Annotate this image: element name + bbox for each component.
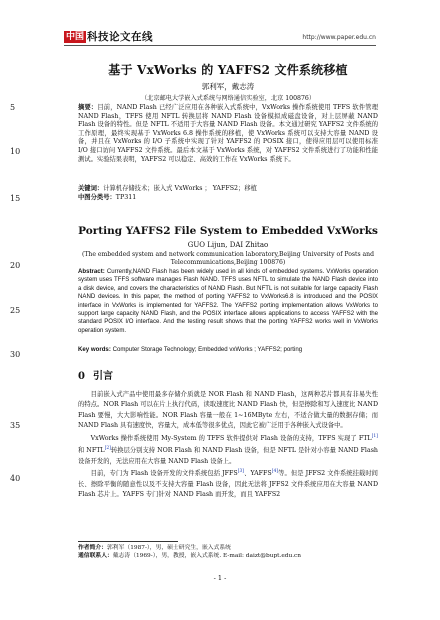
- footnote-label: 通信联系人：: [78, 553, 113, 559]
- citation-ref[interactable]: [4]: [271, 469, 279, 475]
- page-header: [0, 0, 440, 46]
- line-number: 20: [10, 261, 21, 270]
- intro-text: VxWorks 操作系统使用 My-System 的 TFFS 软件提供对 Flash 设备的支持，TFFS 实现了 FTL: [90, 434, 372, 442]
- keywords-cn-text: 计算机存储技术；嵌入式 VxWorks ； YAFFS2；移植: [103, 185, 257, 192]
- footnote-rule: [78, 541, 178, 542]
- header-rule: [64, 45, 376, 46]
- keywords-en-label: Key words:: [78, 346, 111, 353]
- paper-title-en: Porting YAFFS2 File System to Embedded VxWorks: [78, 225, 378, 237]
- footnote-text: 郭利军（1987-），男，硕士研究生，嵌入式系统: [107, 545, 231, 551]
- keywords-cn-label: 关键词：: [78, 185, 104, 192]
- affiliation-cn: （北京邮电大学嵌入式系统与网络通信实验室，北京 100876）: [140, 95, 316, 102]
- intro-text: 转换层分别支持 NOR Flash 和 NAND Flash 设备，但是 NFTL 是针对小容量 NAND Flash 设备开发的，无法应用在大容量 NAND Flash 设备上。: [78, 447, 378, 465]
- authors-en: GUO Lijun, DAI Zhitao: [187, 241, 269, 249]
- clc-text: TP311: [115, 194, 137, 201]
- authors-cn: 郭利军，戴志涛: [201, 82, 255, 91]
- footnote-contact: [78, 552, 378, 560]
- logo-red-part: 中国: [66, 32, 85, 42]
- intro-text: 等。但是 JFFS2 文件系统挂载时间长、擦除平衡的随意性以及不支持大容量 Flash 设备，因此无法将 JFFS2 文件系统应用在大容量 NAND Flash 芯片上。YAFFS 专门针对 NAND Flash 而开发，而且 YAFFS2: [78, 470, 378, 498]
- abstract-en-text: Currently,NAND Flash has been widely used in all kinds of embedded systems. VxWorks operation system uses TFFS software manages Flash NAND. TFFS uses NFTL to simulate the NAND Flash device into a disk device, and covers the characteristics of NAND Flash. But NFTL is not suitable for large capacity Flash NAND devices. In this paper, the method of porting YAFFS2 to VxWorks6.8 is introduced and the POSIX interface in VxWorks is implemented for YAFFS2. The YAFFS2 porting implementation allows VxWorks to support large capacity NAND Flash, and the POSIX interface allows applications to access YAFFS2 with the standard POSIX I/O interface. And the testing result shows that the porting YAFFS2 works well in VxWorks operation system.: [78, 268, 379, 334]
- line-number: 10: [10, 147, 21, 156]
- intro-paragraph: [78, 432, 378, 467]
- line-number: 5: [10, 103, 16, 112]
- affiliation-en: (The embedded system and network communication laboratory,Beijing University of Posts and Telecommunications,Beijing 100876): [81, 251, 375, 266]
- line-number: 25: [10, 306, 21, 315]
- footnote-label: 作者简介：: [78, 545, 107, 551]
- section-number: 0: [78, 371, 85, 382]
- citation-ref[interactable]: [3]: [237, 469, 245, 475]
- intro-text: 目前，专门为 Flash 设备开发的文件系统包括 JFFS: [90, 470, 238, 478]
- intro-text: 、YAFFS: [244, 470, 272, 478]
- abstract-en: [78, 268, 378, 335]
- abstract-en-label: Abstract:: [78, 268, 105, 275]
- intro-text: 和 NFTL: [78, 447, 105, 455]
- keywords-cn: [78, 185, 378, 194]
- clc-label: 中图分类号：: [78, 194, 116, 201]
- footnote-text: 戴志涛（1969-），男，教授，嵌入式系统. E-mail: daizt@bupt.edu.cn: [112, 553, 302, 559]
- keywords-en-text: Computer Storage Technology; Embedded vxWorks ; YAFFS2; porting: [112, 346, 303, 353]
- logo-black-part: 科技论文在线: [87, 31, 154, 43]
- abstract-cn-text: 目前，NAND Flash 已经广泛应用在各种嵌入式系统中，VxWorks 操作系统使用 TFFS 软件管理 NAND Flash，TFFS 使用 NFTL 转换层将 NAND Flash 设备模拟成磁盘设备，对上层屏蔽 NAND Flash 设备的特性。但是 NFTL 不适用于大容量 NAND Flash 设备。本文通过研究 YAFFS2 文件系统的工作原理，最终实现基于 VxWorks 6.8 操作系统的移植，使 VxWorks 系统可以支持大容量 NAND 设备，并且在 VxWorks 的 I/O 子系统中实现了针对 YAFFS2 的 POSIX 接口，使得应用层可以使用标准 I/O 接口访问 YAFFS2 文件系统。最后本文基于 VxWorks 系统，对 YAFFS2 文件系统进行了功能和性能测试。实验结果表明，YAFFS2 可以稳定、高效的工作在 VxWorks 系统下。: [78, 104, 378, 163]
- paper-title-cn: 基于 VxWorks 的 YAFFS2 文件系统移植: [108, 63, 348, 77]
- line-number: 35: [10, 421, 21, 430]
- citation-ref[interactable]: [2]: [104, 446, 111, 452]
- introduction-body: [78, 390, 378, 500]
- site-url[interactable]: http://www.paper.edu.cn: [302, 34, 376, 41]
- citation-ref[interactable]: [1]: [371, 433, 378, 439]
- journal-logo: [64, 31, 153, 43]
- keywords-en: [78, 346, 378, 354]
- section-title: 引言: [92, 371, 113, 382]
- footnote-author-bio: [78, 544, 378, 552]
- line-number: 40: [10, 474, 21, 483]
- line-number: 15: [10, 194, 21, 203]
- clc-number-cn: [78, 194, 378, 203]
- abstract-cn-label: 摘要：: [78, 104, 98, 111]
- intro-paragraph: [78, 467, 378, 500]
- abstract-cn: [78, 104, 378, 164]
- intro-paragraph: 目前嵌入式产品中使用最多存储介质就是 NOR Flash 和 NAND Flash，这两种芯片都具有非易失性的特点。NOR Flash 可以在片上执行代码，读取速度比 NAND Flash 快，但是擦除和写入速度比 NAND Flash 要慢，大大影响性能。NOR Flash 容量一般在 1~16MByte 左右，不适合做大量的数据存储；而 NAND Flash 具有速度快，容量大，成本低等很多优点，因此它被广泛用于各种嵌入式设备中。: [78, 391, 378, 430]
- page-number: - 1 -: [213, 574, 227, 582]
- line-number: 30: [10, 350, 21, 359]
- section-heading: [78, 370, 113, 384]
